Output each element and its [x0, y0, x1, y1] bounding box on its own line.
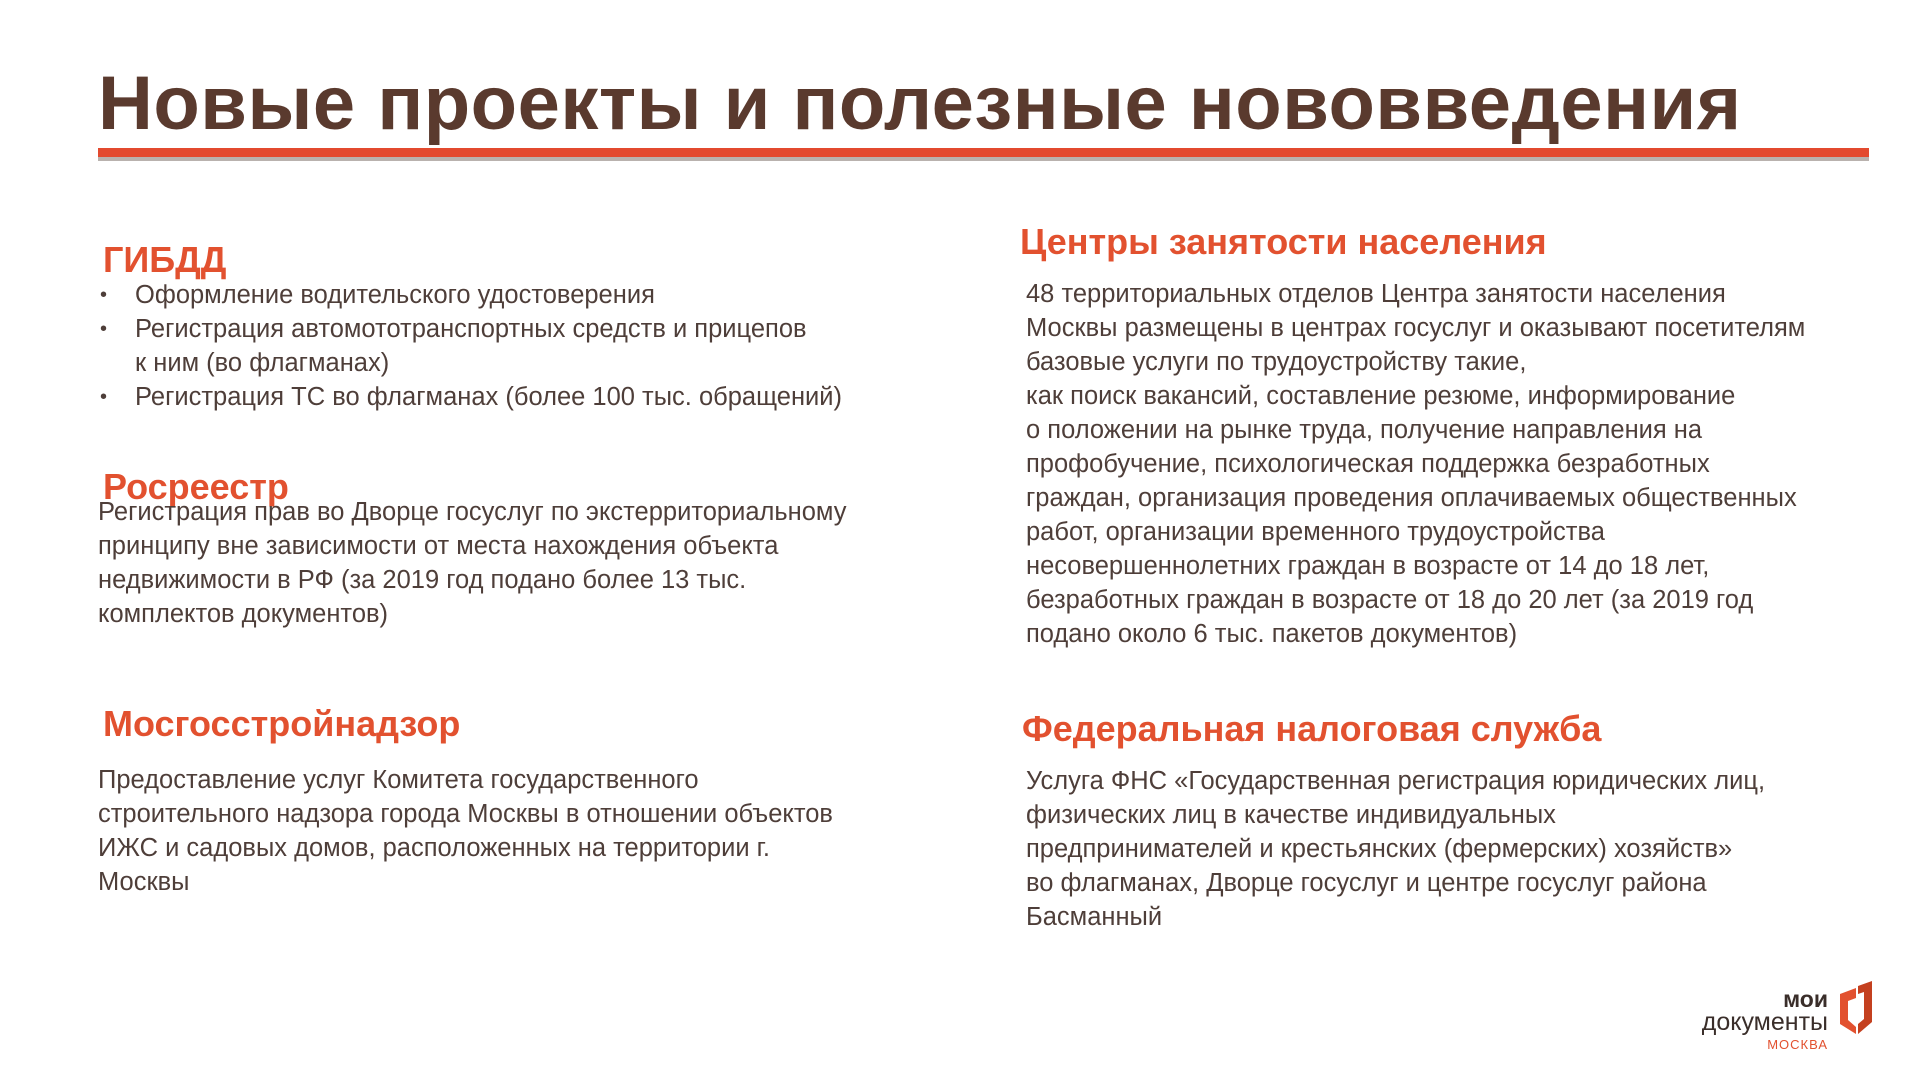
text-line: Услуга ФНС «Государственная регистрация юридических лиц,: [1026, 767, 1766, 795]
logo-mark-icon: [1834, 980, 1878, 1036]
section-employment: [1020, 220, 1547, 263]
text-line: во флагманах, Дворце госуслуг и центре госуслуг района: [1026, 869, 1707, 897]
gibdd-bullet-list: [98, 278, 842, 414]
moi-dokumenty-logo: [1680, 972, 1880, 1052]
employment-text: [1026, 277, 1805, 651]
text-line: предпринимателей и крестьянских (фермерских) хозяйств»: [1026, 835, 1733, 863]
list-item: [98, 312, 842, 380]
text-line: ИЖС и садовых домов, расположенных на территории г.: [98, 834, 770, 862]
text-line: Басманный: [1026, 903, 1163, 931]
text-line: базовые услуги по трудоустройству такие,: [1026, 348, 1527, 376]
logo-text-dokumenty: документы: [1701, 1008, 1828, 1036]
gibdd-bullet-list-container: [98, 278, 842, 414]
text-line: как поиск вакансий, составление резюме, информирование: [1026, 382, 1736, 410]
section-heading-gibdd: ГИБДД: [103, 239, 227, 280]
fns-text: [1026, 764, 1765, 934]
section-heading-fns: Федеральная налоговая служба: [1022, 708, 1602, 749]
text-line: строительного надзора города Москвы в отношении объектов: [98, 800, 833, 828]
section-fns: [1022, 707, 1601, 750]
bullet-icon: •: [100, 318, 108, 340]
text-line: принципу вне зависимости от места нахождения объекта: [98, 532, 779, 560]
section-heading-mosgosstroynadzor: Мосгосстройнадзор: [103, 703, 461, 744]
text-line: подано около 6 тыс. пакетов документов): [1026, 620, 1518, 648]
list-item-line: к ним (во флагманах): [135, 349, 390, 377]
slide-title: Новые проекты и полезные нововведения: [98, 61, 1742, 146]
logo-text-moi: мои: [1783, 986, 1828, 1012]
text-line: 48 территориальных отделов Центра занятости населения: [1026, 280, 1726, 308]
section-gibdd: [103, 238, 226, 281]
list-item-line: Регистрация ТС во флагманах (более 100 тыс. обращений): [135, 383, 843, 411]
text-line: безработных граждан в возрасте от 18 до 20 лет (за 2019 год: [1026, 586, 1754, 614]
text-line: несовершеннолетних граждан в возрасте от 14 до 18 лет,: [1026, 552, 1710, 580]
text-line: Москвы: [98, 868, 190, 896]
text-line: работ, организации временного трудоустройства: [1026, 518, 1605, 546]
list-item: [98, 278, 842, 312]
title-underline: [98, 148, 1869, 157]
title-underline-shadow: [98, 157, 1869, 161]
list-item: [98, 380, 842, 414]
list-item-line: Регистрация автомототранспортных средств и прицепов: [135, 315, 807, 343]
section-mosgosstroynadzor: [103, 702, 460, 745]
text-line: Предоставление услуг Комитета государственного: [98, 766, 699, 794]
text-line: Москвы размещены в центрах госуслуг и оказывают посетителям: [1026, 314, 1806, 342]
text-line: Регистрация прав во Дворце госуслуг по экстерриториальному: [98, 498, 847, 526]
section-heading-employment: Центры занятости населения: [1020, 221, 1547, 262]
text-line: о положении на рынке труда, получение направления на: [1026, 416, 1703, 444]
bullet-icon: •: [100, 284, 108, 306]
rosreestr-text: [98, 495, 847, 631]
text-line: граждан, организация проведения оплачиваемых общественных: [1026, 484, 1797, 512]
bullet-icon: •: [100, 386, 108, 408]
section-heading-rosreestr: Росреестр: [103, 466, 289, 507]
list-item-line: Оформление водительского удостоверения: [135, 281, 655, 309]
text-line: профобучение, психологическая поддержка безработных: [1026, 450, 1710, 478]
text-line: недвижимости в РФ (за 2019 год подано более 13 тыс.: [98, 566, 747, 594]
mosgosstroynadzor-text: [98, 763, 833, 899]
logo-text-city: МОСКВА: [1767, 1037, 1828, 1052]
text-line: физических лиц в качестве индивидуальных: [1026, 801, 1556, 829]
text-line: комплектов документов): [98, 600, 389, 628]
